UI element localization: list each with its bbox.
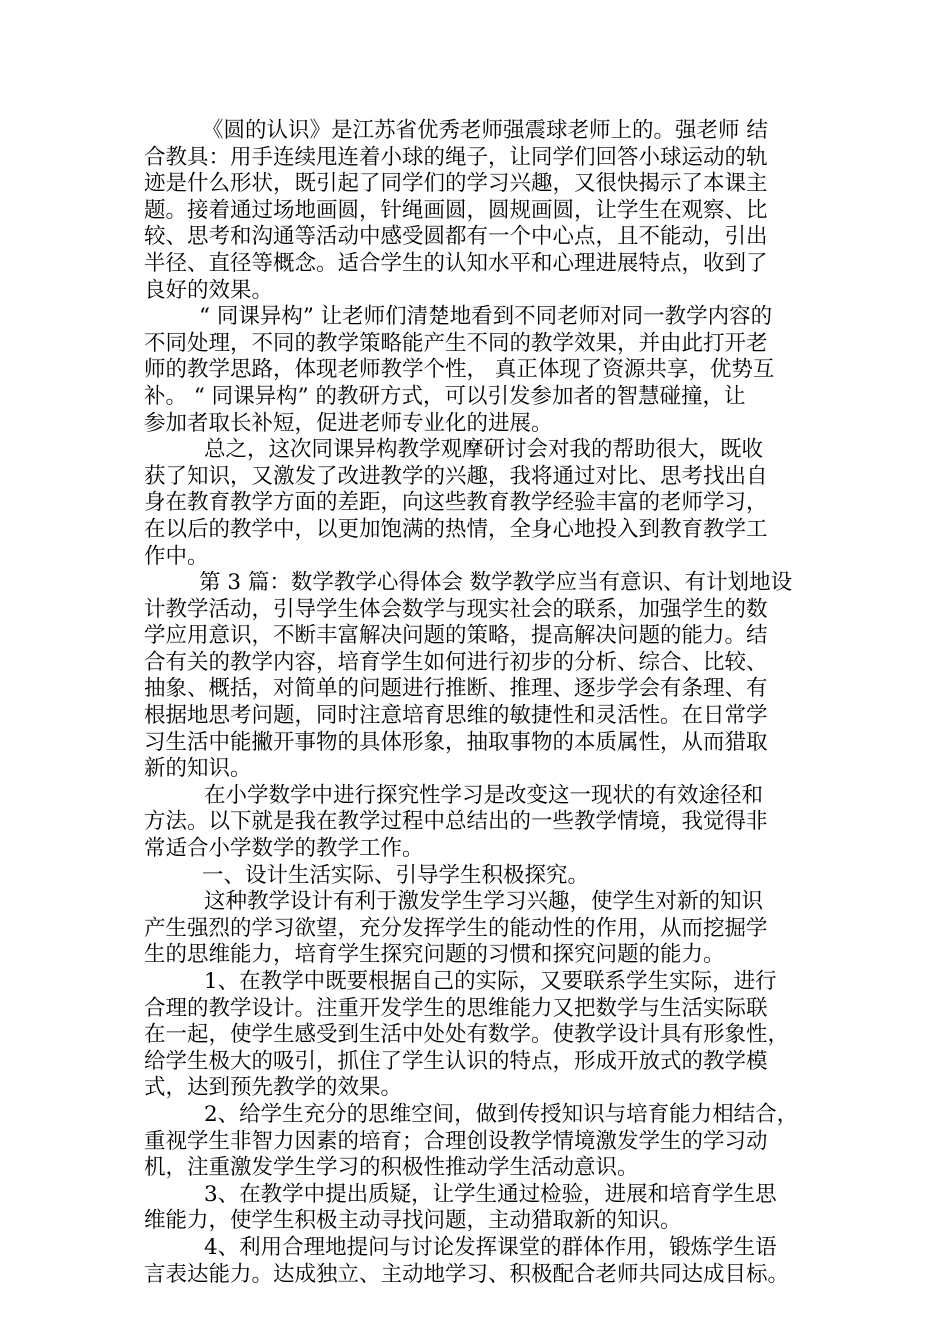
text-line: 较、思考和沟通等活动中感受圆都有一个中心点，且不能动，引出 xyxy=(144,224,768,250)
subheading-line: 一、设计生活实际、引导学生积极探究。 xyxy=(202,862,590,888)
text-line: 给学生极大的吸引，抓住了学生认识的特点，形成开放式的教学模 xyxy=(144,1048,768,1074)
text-line: 产生强烈的学习欲望，充分发挥学生的能动性的作用，从而挖掘学 xyxy=(144,915,768,941)
text-line: 3、在教学中提出质疑，让学生通过检验，进展和培育学生思 xyxy=(204,1181,777,1207)
text-line: 计教学活动，引导学生体会数学与现实社会的联系，加强学生的数 xyxy=(144,596,768,622)
text-line: 抽象、概括，对简单的问题进行推断、推理、逐步学会有条理、有 xyxy=(144,676,768,702)
text-line: 学应用意识，不断丰富解决问题的策略，提高解决问题的能力。结 xyxy=(144,623,768,649)
text-line: 良好的效果。 xyxy=(144,277,274,303)
text-line: 生的思维能力，培育学生探究问题的习惯和探究问题的能力。 xyxy=(144,942,725,968)
text-line: 不同处理，不同的教学策略能产生不同的教学效果，并由此打开老 xyxy=(144,330,768,356)
text-line: 参加者取长补短，促进老师专业化的进展。 xyxy=(144,410,553,436)
text-line: 1、在教学中既要根据自己的实际，又要联系学生实际，进行 xyxy=(204,969,777,994)
text-line: 在一起，使学生感受到生活中处处有数学。使教学设计具有形象性， xyxy=(144,1022,790,1048)
text-line: 根据地思考问题，同时注意培育思维的敏捷性和灵活性。在日常学 xyxy=(144,703,768,729)
text-line: 方法。以下就是我在教学过程中总结出的一些教学情境，我觉得非 xyxy=(144,809,768,835)
text-line: 补。 “ 同课异构” 的教研方式，可以引发参加者的智慧碰撞，让 xyxy=(144,383,746,409)
text-line: 合理的教学设计。注重开发学生的思维能力又把数学与生活实际联 xyxy=(144,995,768,1021)
text-line: 总之，这次同课异构教学观摩研讨会对我的帮助很大，既收 xyxy=(204,437,764,463)
text-line: 习生活中能撇开事物的具体形象，抽取事物的本质属性，从而猎取 xyxy=(144,729,768,755)
text-line: 在小学数学中进行探究性学习是改变这一现状的有效途径和 xyxy=(204,782,764,808)
text-line: 《圆的认识》是江苏省优秀老师强震球老师上的。强老师 结 xyxy=(202,118,768,143)
text-line: 身在教育教学方面的差距，向这些教育教学经验丰富的老师学习， xyxy=(144,490,768,516)
text-line: 师的教学思路，体现老师教学个性， 真正体现了资源共享，优势互 xyxy=(144,357,775,383)
text-line: 合有关的教学内容，培育学生如何进行初步的分析、综合、比较、 xyxy=(144,649,768,675)
text-line: 这种教学设计有利于激发学生学习兴趣，使学生对新的知识 xyxy=(204,889,764,915)
text-line: 半径、直径等概念。适合学生的认知水平和心理进展特点，收到了 xyxy=(144,250,768,276)
text-line: 迹是什么形状，既引起了同学们的学习兴趣，又很快揭示了本课主 xyxy=(144,171,768,197)
text-line: 在以后的教学中，以更加饱满的热情，全身心地投入到教育教学工 xyxy=(144,516,768,542)
text-line: 言表达能力。达成独立、主动地学习、积极配合老师共同达成目标。 xyxy=(144,1261,790,1287)
text-line: 4、利用合理地提问与讨论发挥课堂的群体作用，锻炼学生语 xyxy=(204,1234,777,1260)
text-line: 2、给学生充分的思维空间，做到传授知识与培育能力相结合， xyxy=(204,1101,799,1127)
text-line: 题。接着通过场地画圆，针绳画圆，圆规画圆，让学生在观察、比 xyxy=(144,197,768,223)
text-line: 式，达到预先教学的效果。 xyxy=(144,1075,403,1101)
text-line: 重视学生非智力因素的培育；合理创设教学情境激发学生的学习动 xyxy=(144,1128,768,1154)
text-line: 合教具：用手连续甩连着小球的绳子，让同学们回答小球运动的轨 xyxy=(144,144,768,170)
text-line: 常适合小学数学的教学工作。 xyxy=(144,836,424,862)
text-line: 作中。 xyxy=(144,543,209,569)
text-line: 新的知识。 xyxy=(144,756,252,782)
text-line: “ 同课异构” 让老师们清楚地看到不同老师对同一教学内容的 xyxy=(199,304,773,330)
text-line: 维能力，使学生积极主动寻找问题，主动猎取新的知识。 xyxy=(144,1208,682,1234)
text-line: 机，注重激发学生学习的积极性推动学生活动意识。 xyxy=(144,1155,639,1181)
document-page xyxy=(144,118,808,1288)
text-line: 获了知识，又激发了改进教学的兴趣，我将通过对比、思考找出自 xyxy=(144,463,768,489)
section-heading-line: 第 3 篇：数学教学心得体会 数学教学应当有意识、有计划地设 xyxy=(199,570,793,596)
